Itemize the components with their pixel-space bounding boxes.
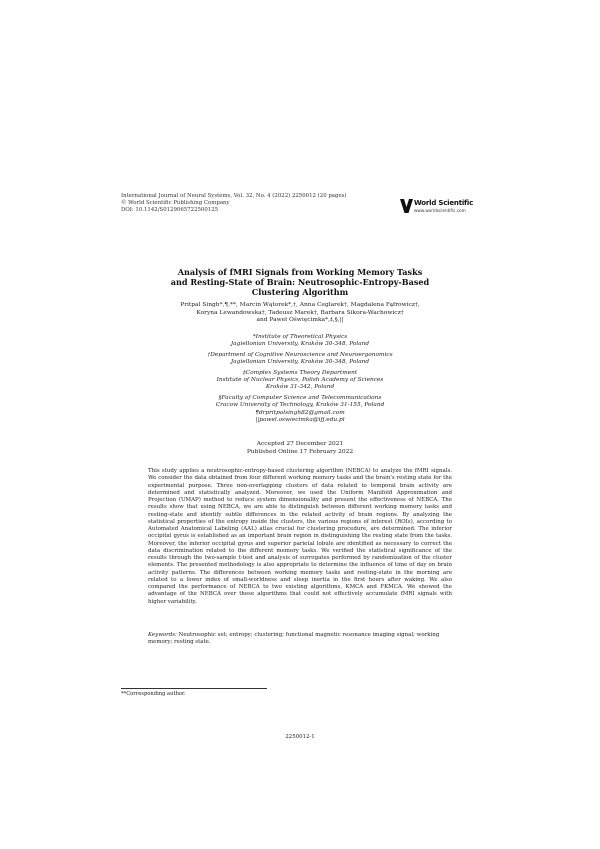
affiliation-line: Institute of Nuclear Physics, Polish Academy of Sciences bbox=[216, 377, 384, 384]
journal-header bbox=[121, 193, 347, 214]
publisher-tagline: www.worldscientific.com bbox=[414, 208, 466, 213]
affiliation-line: Jagiellonian University, Kraków 30-348, Poland bbox=[230, 341, 370, 348]
journal-citation: International Journal of Neural Systems, Vol. 32, No. 4 (2022) 2250012 (20 pages) bbox=[121, 193, 347, 199]
author-list bbox=[130, 302, 470, 325]
accepted-date: Accepted 27 December 2021 bbox=[256, 441, 344, 447]
affiliation-complex-systems bbox=[130, 370, 470, 392]
title-line-1: Analysis of fMRI Signals from Working Memory Tasks bbox=[177, 267, 423, 277]
page-number: 2250012-1 bbox=[285, 734, 315, 740]
affiliation-line: Kraków 31-342, Poland bbox=[265, 384, 335, 391]
affiliation-cognitive-neuroscience bbox=[130, 352, 470, 367]
publisher-logo bbox=[400, 198, 480, 216]
affiliation-computer-science bbox=[130, 395, 470, 425]
footnote-divider bbox=[121, 688, 267, 689]
email-oswiecimka[interactable]: ||pawel.oswiecimka@ifj.edu.pl bbox=[255, 417, 345, 424]
doi-link[interactable]: DOI: 10.1142/S0129065722500125 bbox=[121, 207, 219, 214]
abstract: This study applies a neutrosophic-entropy-based clustering algorithm (NEBCA) to analyze the fMRI signals. We consider the data obtained from four different working memory tasks and the brain's resting state for the experimental purpose. Three non-overlapping clusters of data related to temporal brain activity are determined and statistically analyzed. Moreover, we used the Uniform Manifold Approximation and Projection (UMAP) method to reduce system dimensionality and present the effectiveness of NEBCA. The results show that using NEBCA, we are able to distinguish between different working memory tasks and resting-state and identify subtle differences in the related activity of brain regions. By analyzing the statistical properties of the entropy inside the clusters, the various regions of interest (ROIs), according to Automated Anatomical Labeling (AAL) atlas crucial for clustering procedure, are determined. The inferior occipital gyrus is established as an important brain region in distinguishing the resting state from the tasks. Moreover, the inferior occipital gyrus and superior parietal lobule are identified as necessary to correct the data discrimination related to the different memory tasks. We verified the statistical significance of the results through the two-sample t-test and analysis of surrogates performed by randomization of the cluster elements. The presented methodology is also appropriate to determine the influence of time of day on brain activity patterns. The differences between working memory tasks and resting-state in the morning are related to a lower index of small-worldness and sleep inertia in the first hours after waking. We also compared the performance of NEBCA to two existing algorithms, KMCA and FKMCA. We showed the advantage of the NEBCA over these algorithms that could not effectively accumulate fMRI signals with higher variability. bbox=[148, 468, 452, 605]
published-date: Published Online 17 February 2022 bbox=[246, 448, 354, 455]
keywords-label: Keywords: bbox=[148, 632, 177, 638]
paper-title bbox=[150, 267, 450, 298]
authors-line-2: Koryna Lewandowska†, Tadeusz Marek†, Barbara Sikora-Wachowicz† bbox=[196, 309, 404, 316]
title-line-3: Clustering Algorithm bbox=[251, 287, 349, 298]
publication-dates bbox=[200, 441, 400, 456]
affiliation-line: *Institute of Theoretical Physics bbox=[252, 334, 348, 340]
title-line-2: and Resting-State of Brain: Neutrosophic-Entropy-Based bbox=[170, 277, 430, 288]
authors-line-3: and Paweł Oświęcimka*,‡,§,|| bbox=[256, 317, 344, 324]
affiliation-line: Jagiellonian University, Kraków 30-348, Poland bbox=[230, 359, 370, 366]
corresponding-author-footnote: **Corresponding author. bbox=[121, 691, 186, 697]
affiliation-line: Cracow University of Technology, Kraków 31-155, Poland bbox=[215, 402, 385, 409]
affiliation-line: ‡Complex Systems Theory Department bbox=[242, 369, 358, 376]
copyright-notice: © World Scientific Publishing Company bbox=[121, 200, 230, 207]
authors-line-1: Pritpal Singh*,¶,**, Marcin Wątorek*,†, Anna Ceglarek†, Magdalena Fąfrowicz†, bbox=[180, 302, 420, 308]
email-singh[interactable]: ¶drpritpalsingh82@gmail.com bbox=[255, 409, 345, 416]
affiliation-line: †Department of Cognitive Neuroscience and Neuroergonomics bbox=[207, 351, 393, 358]
keywords bbox=[148, 632, 452, 647]
keywords-text: Neutrosophic set; entropy; clustering; functional magnetic resonance imaging signal; working memory; resting state. bbox=[148, 632, 440, 646]
affiliation-theoretical-physics bbox=[130, 334, 470, 349]
affiliations bbox=[130, 334, 470, 427]
affiliation-line: §Faculty of Computer Science and Telecommunications bbox=[218, 394, 382, 401]
publisher-name: World Scientific bbox=[414, 199, 474, 207]
world-scientific-logo-icon bbox=[400, 199, 413, 213]
